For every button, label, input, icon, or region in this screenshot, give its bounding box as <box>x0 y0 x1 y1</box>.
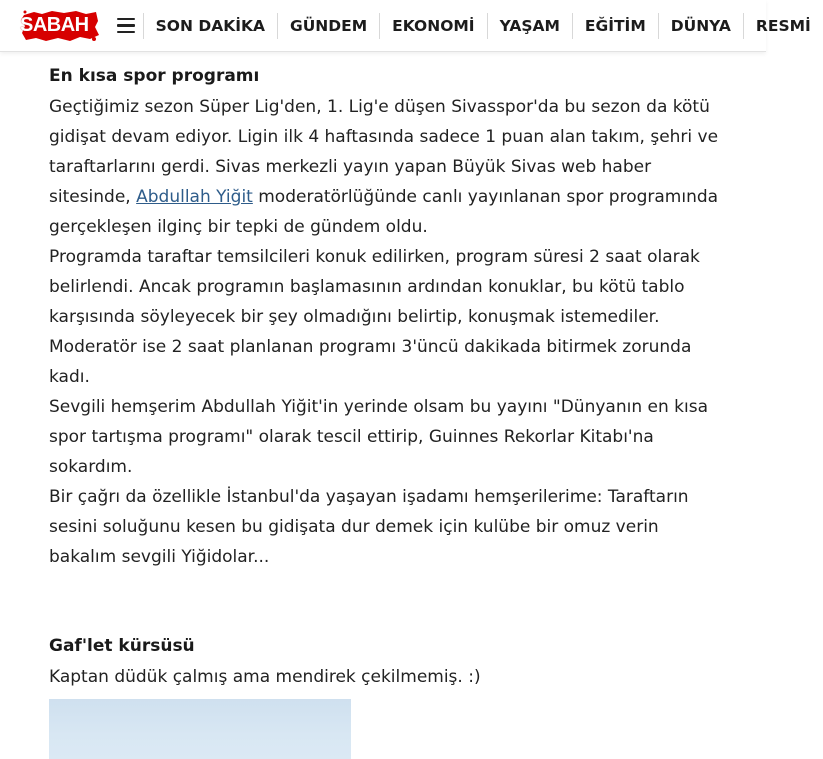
paragraph: Bir çağrı da özellikle İstanbul'da yaşayan işadamı hemşerilerime: Taraftarın sesini soluğunu kesen bu gidişata dur demek için kulübe bir omuz verin bakalım sevgili Yiğidolar... <box>49 487 689 567</box>
paragraph: Kaptan düdük çalmış ama mendirek çekilmemiş. :) <box>49 667 481 687</box>
paragraph <box>49 92 729 242</box>
section-spacer <box>49 572 729 632</box>
section-heading-spor-programi: En kısa spor programı <box>49 66 260 86</box>
logo-text: SABAH <box>20 14 89 36</box>
nav-item-ekonomi[interactable]: EKONOMİ <box>379 13 486 39</box>
article-image <box>49 699 351 759</box>
sabah-logo[interactable] <box>20 9 89 43</box>
main-nav <box>143 0 823 52</box>
section-heading-gaflet-kursusu: Gaf'let kürsüsü <box>49 636 195 656</box>
top-navigation-bar <box>0 0 811 52</box>
nav-item-gundem[interactable]: GÜNDEM <box>277 13 379 39</box>
nav-item-son-dakika[interactable]: SON DAKİKA <box>143 13 277 39</box>
hamburger-menu-icon[interactable] <box>117 13 135 39</box>
nav-item-dunya[interactable]: DÜNYA <box>658 13 743 39</box>
paragraph-text: moderatörlüğünde canlı yayınlanan spor programında gerçekleşen ilginç bir tepki de gündem oldu. <box>49 187 719 237</box>
nav-item-yasam[interactable]: YAŞAM <box>487 13 572 39</box>
paragraph: Programda taraftar temsilcileri konuk edilirken, program süresi 2 saat olarak belirlendi. Ancak programın başlamasının ardından konuklar, bu kötü tablo karşısında söyleyecek bir şey olmadığını belirtip, konuşmak istemediler. Moderatör ise 2 saat planlanan programı 3'üncü dakikada bitirmek zorunda kadı. <box>49 247 700 387</box>
nav-item-egitim[interactable]: EĞİTİM <box>572 13 658 39</box>
nav-item-resmi[interactable]: RESMİ <box>743 13 823 39</box>
paragraph: Sevgili hemşerim Abdullah Yiğit'in yerinde olsam bu yayını "Dünyanın en kısa spor tartışma programı" olarak tescil ettirip, Guinnes Rekorlar Kitabı'na sokardım. <box>49 397 708 477</box>
article-body <box>49 64 729 692</box>
author-link[interactable]: Abdullah Yiğit <box>136 187 253 207</box>
paragraph-text: Geçtiğimiz sezon Süper Lig'den, 1. Lig'e düşen Sivasspor'da bu sezon da kötü gidişat devam ediyor. Ligin ilk 4 haftasında sadece 1 puan alan takım, şehri ve taraftarlarını gerdi. Sivas merkezli yayın yapan Büyük Sivas web haber sitesinde, <box>49 97 719 207</box>
